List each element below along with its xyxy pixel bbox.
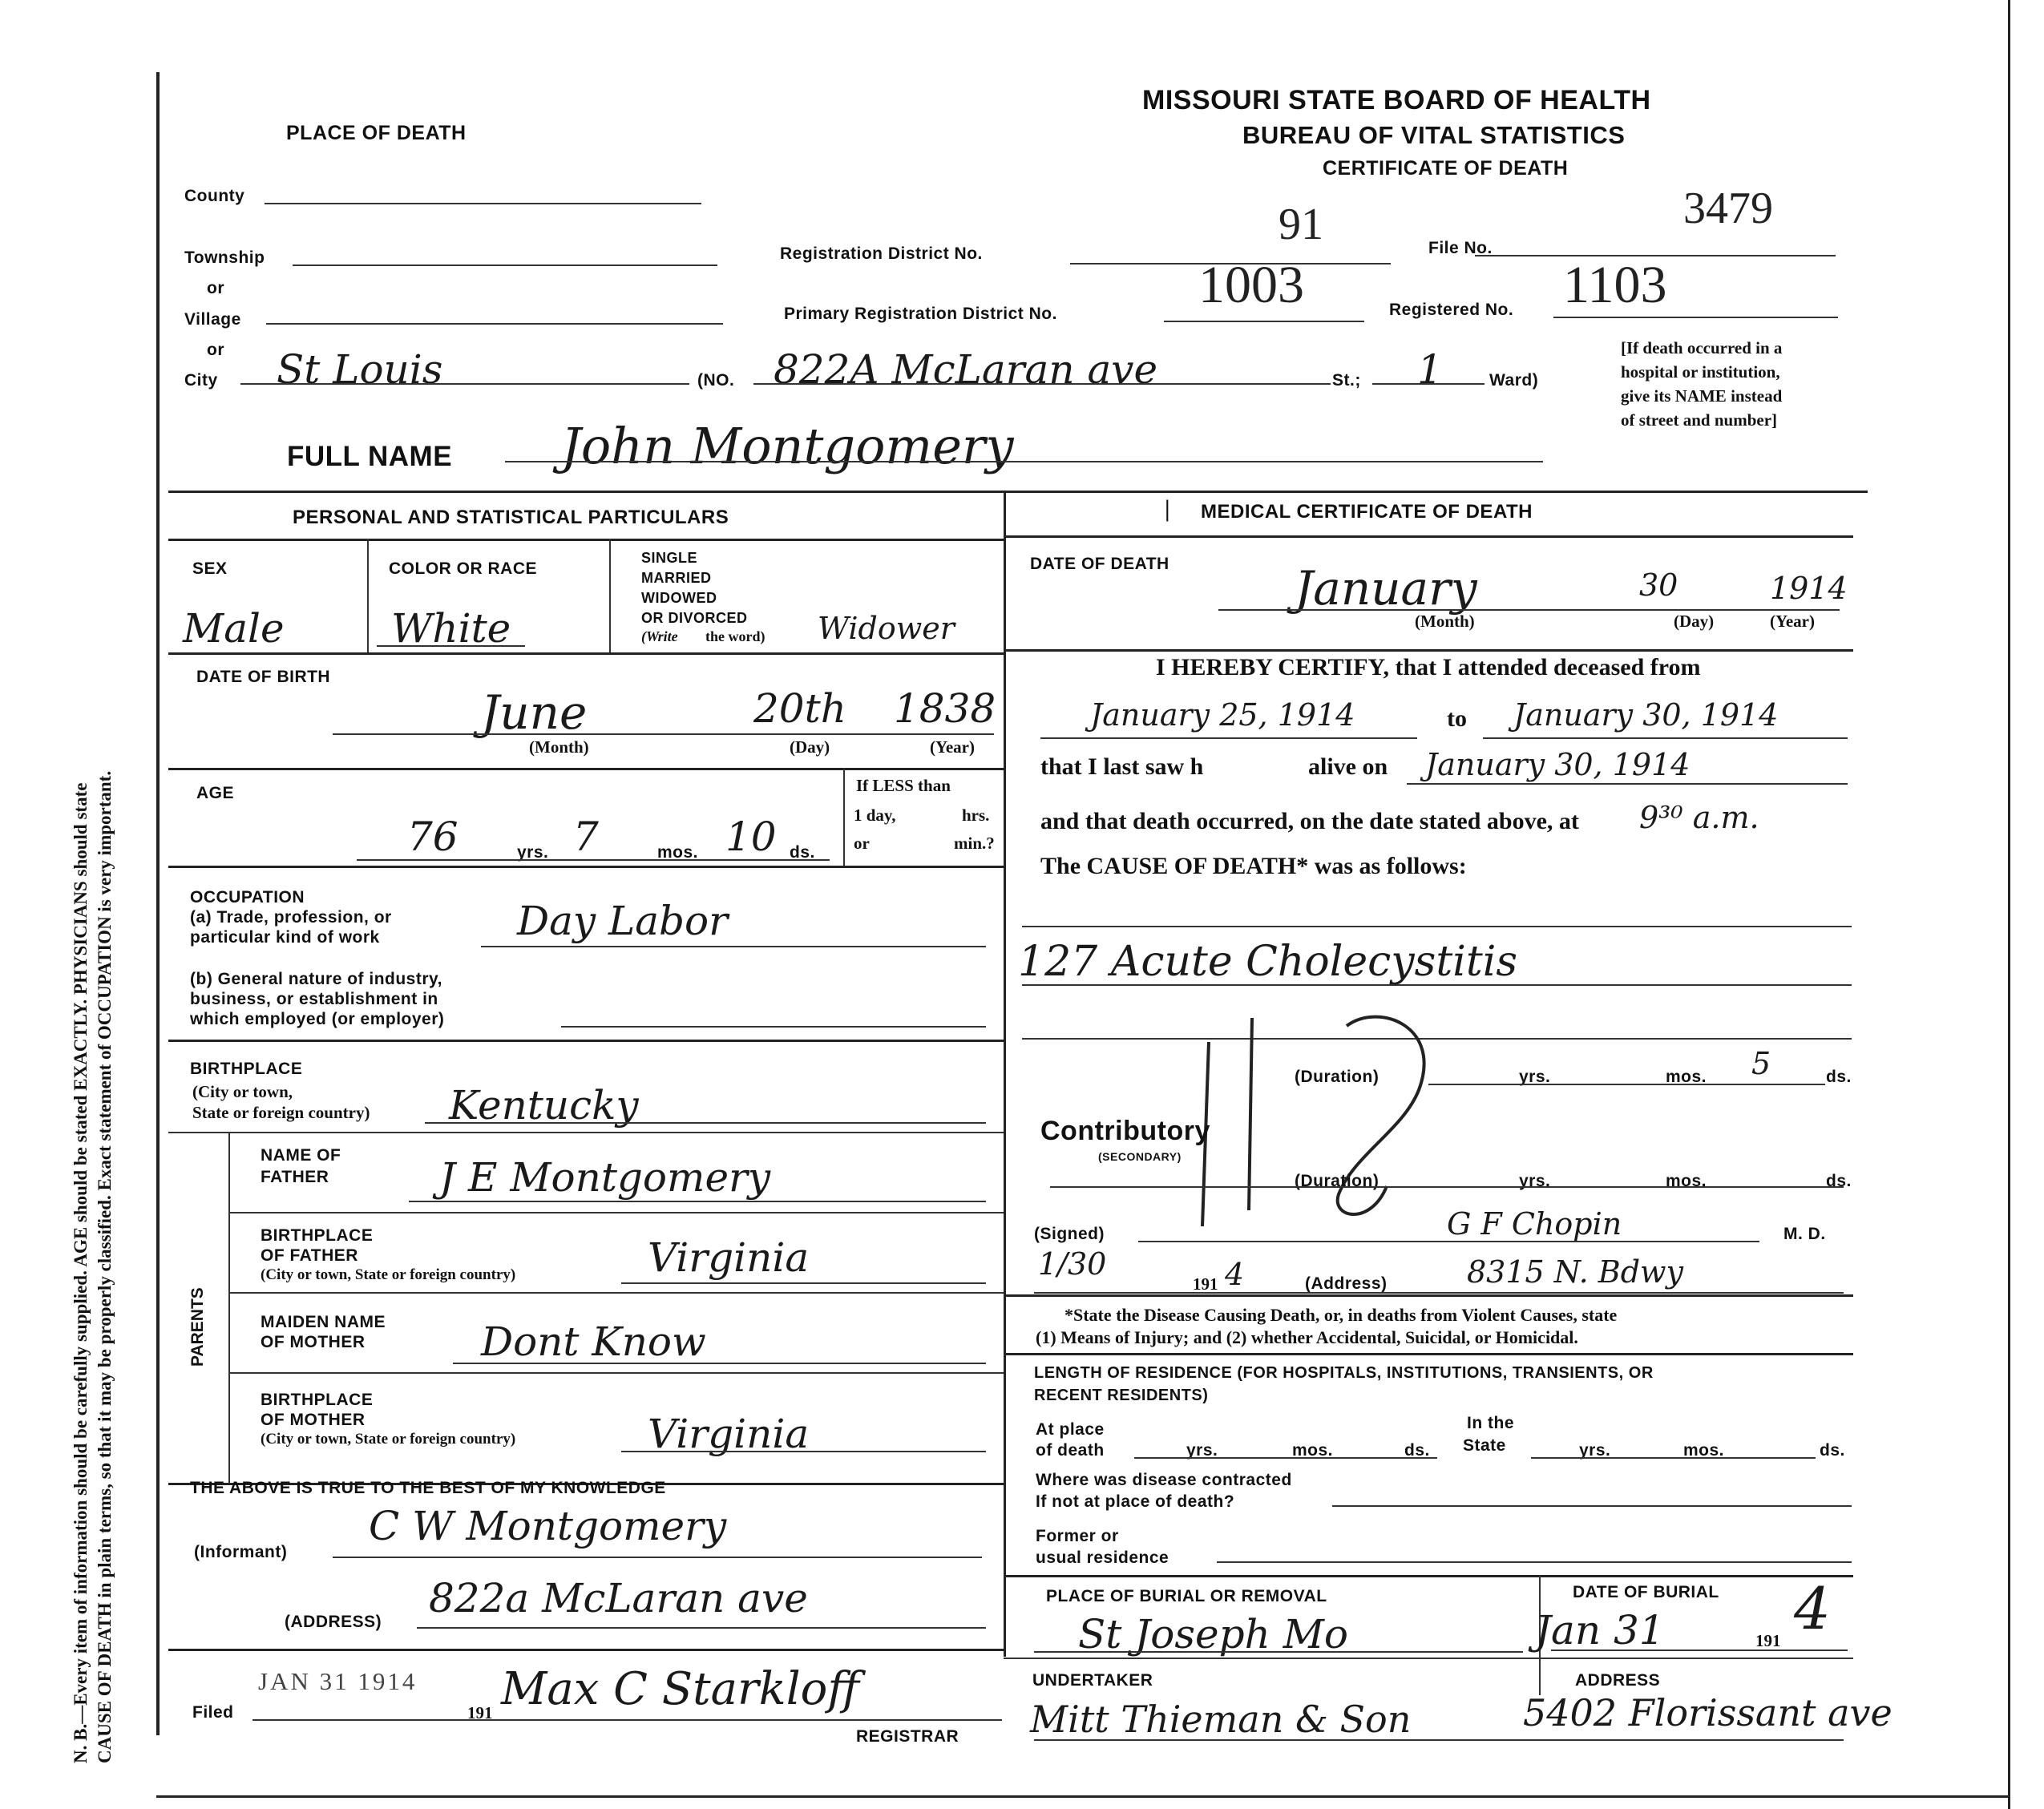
row-rule-informant (168, 1649, 1004, 1651)
dod-line (1218, 609, 1840, 611)
in-state-line (1531, 1457, 1816, 1459)
contracted-label-1: Where was disease contracted (1036, 1471, 1292, 1489)
age-yrs-value: 76 (407, 814, 458, 860)
signed-value: G F Chopin (1447, 1206, 1622, 1242)
occupation-b-line (561, 1026, 986, 1028)
father-bp-sub: (City or town, State or foreign country) (261, 1266, 516, 1283)
signed-address-label: (Address) (1305, 1274, 1388, 1293)
village-label: Village (184, 310, 241, 329)
informant-heading: THE ABOVE IS TRUE TO THE BEST OF MY KNOWLEDGE (190, 1479, 666, 1497)
filed-line (252, 1719, 1002, 1721)
former-label-1: Former or (1036, 1527, 1119, 1545)
row-rule-occupation (168, 1040, 1004, 1042)
duration-yrs-1: yrs. (1519, 1068, 1551, 1086)
in-state-label-2: State (1463, 1436, 1506, 1455)
mother-bp-label-2: OF MOTHER (261, 1411, 366, 1429)
row-rule-footnote (1004, 1353, 1853, 1355)
at-place-yrs: yrs. (1186, 1441, 1218, 1460)
duration-yrs-2: yrs. (1519, 1172, 1551, 1190)
township-line (293, 264, 717, 266)
city-value: St Louis (277, 346, 443, 393)
signed-date-value: 1/30 (1038, 1246, 1107, 1282)
last-saw-label: that I last saw h (1040, 753, 1204, 780)
occupation-b-line3: which employed (or employer) (190, 1010, 445, 1028)
contracted-line (1332, 1505, 1852, 1507)
filed-stamp: JAN 31 1914 (258, 1667, 418, 1695)
signed-address-value: 8315 N. Bdwy (1467, 1254, 1684, 1290)
age-line (357, 859, 830, 861)
row-rule-father-name (228, 1212, 1004, 1213)
father-bp-label-2: OF FATHER (261, 1246, 358, 1265)
township-label: Township (184, 248, 265, 267)
street-line (753, 383, 1331, 385)
hospital-note-3: give its NAME instead (1621, 386, 1783, 406)
dob-year-caption: (Year) (930, 737, 975, 757)
less-than-or: or (854, 834, 870, 853)
dod-day-caption: (Day) (1674, 612, 1715, 631)
duration-mos-1: mos. (1666, 1068, 1707, 1086)
sex-value: Male (183, 605, 285, 652)
personal-heading-rule (168, 539, 1004, 541)
undertaker-line (1034, 1739, 1844, 1741)
informant-address-line (417, 1627, 986, 1629)
color-marital-divider (609, 539, 611, 652)
dod-label: DATE OF DEATH (1030, 555, 1169, 573)
attended-to-line (1483, 737, 1848, 739)
street-value: 822A McLaran ave (774, 346, 1158, 393)
residence-heading: LENGTH OF RESIDENCE (FOR HOSPITALS, INSTITUTIONS, TRANSIENTS, OR (1034, 1364, 1654, 1382)
dod-day-value: 30 (1639, 567, 1678, 603)
burial-date-line (1551, 1650, 1848, 1651)
burial-place-label: PLACE OF BURIAL OR REMOVAL (1046, 1587, 1327, 1605)
or-label-1: or (207, 279, 224, 297)
occupation-value: Day Labor (517, 898, 729, 944)
father-name-label-2: FATHER (261, 1168, 329, 1186)
birthplace-sub2: State or foreign country) (192, 1103, 370, 1122)
signed-address-line (1034, 1292, 1844, 1294)
dob-day-caption: (Day) (790, 737, 830, 757)
hospital-note-2: hospital or institution, (1621, 362, 1780, 382)
dob-day-value: 20th (753, 685, 846, 732)
burial-year-label: 191 (1755, 1631, 1781, 1650)
street-no-label: (NO. (697, 371, 735, 390)
signed-year-hand: 4 (1225, 1257, 1245, 1292)
father-bp-label-1: BIRTHPLACE (261, 1226, 374, 1245)
contributory-line (1050, 1186, 1844, 1188)
full-name-label: FULL NAME (287, 441, 453, 472)
contributory-label: Contributory (1040, 1116, 1210, 1146)
to-label: to (1447, 705, 1467, 732)
city-line (240, 383, 689, 385)
attended-from-value: January 25, 1914 (1090, 697, 1355, 733)
father-name-value: J E Montgomery (439, 1154, 771, 1201)
less-than-line1: If LESS than (856, 776, 951, 795)
father-name-line (409, 1201, 986, 1202)
row-rule-birthplace (168, 1132, 1004, 1133)
st-label: St.; (1332, 371, 1361, 390)
registered-no-line (1553, 317, 1838, 318)
mother-name-label-2: OF MOTHER (261, 1333, 366, 1351)
mother-bp-line (621, 1451, 986, 1452)
footnote-line1: *State the Disease Causing Death, or, in deaths from Violent Causes, state (1064, 1305, 1618, 1325)
row-rule-age (168, 866, 1004, 868)
attended-to-value: January 30, 1914 (1513, 697, 1779, 733)
cause-line-1 (1022, 926, 1852, 927)
registration-district-value: 91 (1279, 200, 1323, 249)
sex-label: SEX (192, 559, 228, 578)
village-line (266, 323, 723, 325)
marital-married: MARRIED (641, 570, 712, 586)
death-time-label: and that death occurred, on the date stated above, at (1040, 808, 1579, 834)
marital-widowed: WIDOWED (641, 590, 717, 606)
filed-label: Filed (192, 1703, 234, 1722)
burial-address-label: ADDRESS (1575, 1671, 1661, 1690)
last-saw-value: January 30, 1914 (1425, 747, 1691, 782)
row-rule-dob (168, 768, 1004, 770)
dob-year-value: 1838 (894, 685, 996, 732)
alive-on-label: alive on (1308, 753, 1388, 780)
former-line (1217, 1561, 1852, 1563)
row-rule-burial (1004, 1658, 1853, 1659)
dob-label: DATE OF BIRTH (196, 668, 331, 686)
footnote-line2: (1) Means of Injury; and (2) whether Accidental, Suicidal, or Homicidal. (1036, 1327, 1578, 1347)
burial-address-value: 5402 Florissant ave (1523, 1691, 1893, 1734)
burial-date-value: Jan 31 (1535, 1607, 1665, 1654)
duration-ds-1: ds. (1826, 1068, 1852, 1086)
at-place-ds: ds. (1404, 1441, 1430, 1460)
certify-line: I HEREBY CERTIFY, that I attended deceased from (1156, 654, 1701, 680)
place-of-death-heading: PLACE OF DEATH (286, 122, 467, 144)
certificate-title: CERTIFICATE OF DEATH (1323, 157, 1569, 180)
medical-heading-mark: | (1165, 495, 1170, 522)
in-state-label-1: In the (1467, 1414, 1514, 1432)
parents-column-divider (228, 1132, 230, 1483)
bureau-title: BUREAU OF VITAL STATISTICS (1242, 121, 1626, 149)
full-name-value: John Montgomery (561, 417, 1014, 475)
at-place-mos: mos. (1292, 1441, 1334, 1460)
at-place-label-2: of death (1036, 1441, 1105, 1460)
city-label: City (184, 371, 218, 390)
side-note-line2: CAUSE OF DEATH in plain terms, so that it may be properly classified. Exact statement of OCCUPATION is very important. (95, 770, 115, 1763)
marital-value: Widower (818, 611, 955, 646)
secondary-label: (SECONDARY) (1098, 1150, 1182, 1163)
birthplace-label: BIRTHPLACE (190, 1060, 303, 1078)
ward-line (1372, 383, 1485, 385)
parents-side-label: PARENTS (188, 1287, 207, 1367)
marital-single: SINGLE (641, 550, 698, 566)
former-label-2: usual residence (1036, 1549, 1169, 1567)
row-rule-father-bp (228, 1292, 1004, 1294)
mother-bp-label-1: BIRTHPLACE (261, 1391, 374, 1409)
row-rule-signature (1004, 1294, 1853, 1297)
primary-district-line (1164, 321, 1364, 322)
handwritten-mark (1178, 994, 1451, 1234)
dod-month-value: January (1295, 561, 1477, 616)
dod-month-caption: (Month) (1415, 612, 1475, 631)
birthplace-value: Kentucky (449, 1082, 639, 1129)
in-state-yrs: yrs. (1579, 1441, 1611, 1460)
marital-write-hint-b: the word) (705, 628, 765, 644)
father-bp-value: Virginia (648, 1234, 810, 1281)
father-bp-line (621, 1282, 986, 1284)
informant-address-label: (ADDRESS) (285, 1613, 382, 1631)
registrar-signature: Max C Starkloff (501, 1663, 860, 1715)
burial-year-value: 4 (1794, 1575, 1831, 1642)
medical-heading-rule (1004, 535, 1853, 538)
age-mos-value: 7 (573, 814, 599, 860)
primary-district-label: Primary Registration District No. (784, 305, 1057, 323)
at-place-line (1134, 1457, 1437, 1459)
duration-label-1: (Duration) (1295, 1068, 1379, 1086)
registrar-label: REGISTRAR (856, 1727, 959, 1746)
age-label: AGE (196, 784, 235, 802)
duration-line-1 (1428, 1084, 1825, 1085)
dob-line (333, 733, 994, 735)
in-state-ds: ds. (1820, 1441, 1845, 1460)
hospital-note-1: [If death occurred in a (1621, 338, 1783, 357)
occupation-a-line2: particular kind of work (190, 928, 380, 947)
occupation-b-line2: business, or establishment in (190, 990, 438, 1008)
less-than-min: min.? (954, 834, 995, 853)
marital-divorced: OR DIVORCED (641, 610, 748, 626)
death-time-value: 9³⁰ a.m. (1639, 800, 1759, 835)
informant-line (333, 1557, 982, 1558)
undertaker-label: UNDERTAKER (1032, 1671, 1153, 1690)
hospital-note-4: of street and number] (1621, 410, 1778, 430)
age-less-divider (843, 768, 845, 866)
sex-color-divider (367, 539, 369, 652)
board-title: MISSOURI STATE BOARD OF HEALTH (1142, 85, 1651, 115)
row-rule-sex (168, 652, 1004, 655)
side-note-line1: N. B.—Every item of information should be carefully supplied. AGE should be stated EXACTLY. PHYSICIANS should state (71, 782, 91, 1763)
registered-no-value: 1103 (1563, 256, 1667, 314)
mother-bp-value: Virginia (648, 1411, 810, 1457)
county-label: County (184, 187, 245, 205)
duration-ds-value: 5 (1751, 1046, 1771, 1081)
birthplace-sub1: (City or town, (192, 1082, 293, 1101)
section-divider-top (168, 491, 1868, 493)
row-rule-residence (1004, 1575, 1853, 1577)
file-no-value: 3479 (1683, 184, 1773, 233)
age-ds-label: ds. (790, 843, 815, 862)
personal-heading: PERSONAL AND STATISTICAL PARTICULARS (293, 507, 729, 528)
less-than-line2: 1 day, (854, 806, 896, 825)
dob-month-value: June (481, 685, 588, 740)
bottom-border (156, 1795, 2008, 1798)
attended-from-line (1040, 737, 1417, 739)
file-no-label: File No. (1428, 239, 1493, 257)
age-yrs-label: yrs. (517, 843, 549, 862)
informant-label: (Informant) (194, 1543, 288, 1561)
cause-value: 127 Acute Cholecystitis (1018, 938, 1518, 986)
signed-year-label: 191 (1193, 1274, 1218, 1294)
less-than-hrs: hrs. (962, 806, 990, 825)
row-rule-mother-name (228, 1372, 1004, 1374)
outer-right-border (2008, 0, 2010, 1809)
duration-label-2: (Duration) (1295, 1172, 1379, 1190)
dod-year-value: 1914 (1770, 571, 1848, 606)
color-value: White (391, 605, 511, 652)
contracted-label-2: If not at place of death? (1036, 1492, 1235, 1511)
dob-month-caption: (Month) (529, 737, 589, 757)
filed-year: 191 (467, 1703, 493, 1722)
mother-name-value: Dont Know (481, 1318, 706, 1365)
occupation-a-line1: (a) Trade, profession, or (190, 908, 392, 927)
at-place-label-1: At place (1036, 1420, 1105, 1439)
signed-label: (Signed) (1034, 1225, 1105, 1243)
row-rule-dod (1004, 649, 1853, 652)
cause-line-2 (1022, 984, 1852, 986)
occupation-label: OCCUPATION (190, 888, 305, 907)
in-state-mos: mos. (1683, 1441, 1725, 1460)
occupation-a-line (481, 946, 986, 947)
marital-write-hint-a: (Write (641, 628, 678, 644)
burial-place-line (1034, 1651, 1523, 1653)
age-ds-value: 10 (725, 814, 777, 860)
medical-heading: MEDICAL CERTIFICATE OF DEATH (1201, 501, 1533, 523)
county-line (265, 203, 701, 204)
father-name-label-1: NAME OF (261, 1146, 341, 1165)
or-label-2: or (207, 341, 224, 359)
center-divider (1004, 491, 1006, 1657)
duration-ds-2: ds. (1826, 1172, 1852, 1190)
md-label: M. D. (1783, 1225, 1826, 1243)
ward-value: 1 (1417, 346, 1443, 393)
primary-district-value: 1003 (1198, 256, 1304, 314)
color-label: COLOR OR RACE (389, 559, 537, 578)
burial-place-value: St Joseph Mo (1078, 1611, 1349, 1658)
full-name-line (505, 461, 1543, 462)
informant-address-value: 822a McLaran ave (429, 1575, 808, 1621)
registration-district-label: Registration District No. (780, 244, 983, 263)
mother-name-label-1: MAIDEN NAME (261, 1313, 386, 1331)
ward-label: Ward) (1489, 371, 1539, 390)
undertaker-value: Mitt Thieman & Son (1030, 1698, 1412, 1741)
duration-mos-2: mos. (1666, 1172, 1707, 1190)
registered-no-label: Registered No. (1389, 301, 1514, 319)
dod-year-caption: (Year) (1770, 612, 1815, 631)
outer-left-border (156, 72, 160, 1735)
last-saw-line (1407, 783, 1848, 785)
occupation-b-line1: (b) General nature of industry, (190, 970, 442, 988)
mother-bp-sub: (City or town, State or foreign country) (261, 1431, 516, 1448)
birthplace-line (425, 1122, 986, 1124)
mother-name-line (453, 1363, 986, 1364)
cause-label: The CAUSE OF DEATH* was as follows: (1040, 853, 1467, 879)
burial-date-label: DATE OF BURIAL (1573, 1583, 1719, 1601)
signed-line (1138, 1241, 1759, 1242)
informant-value: C W Montgomery (369, 1503, 727, 1549)
residence-heading-2: RECENT RESIDENTS) (1034, 1387, 1209, 1404)
age-mos-label: mos. (657, 843, 699, 862)
color-line (377, 645, 525, 647)
